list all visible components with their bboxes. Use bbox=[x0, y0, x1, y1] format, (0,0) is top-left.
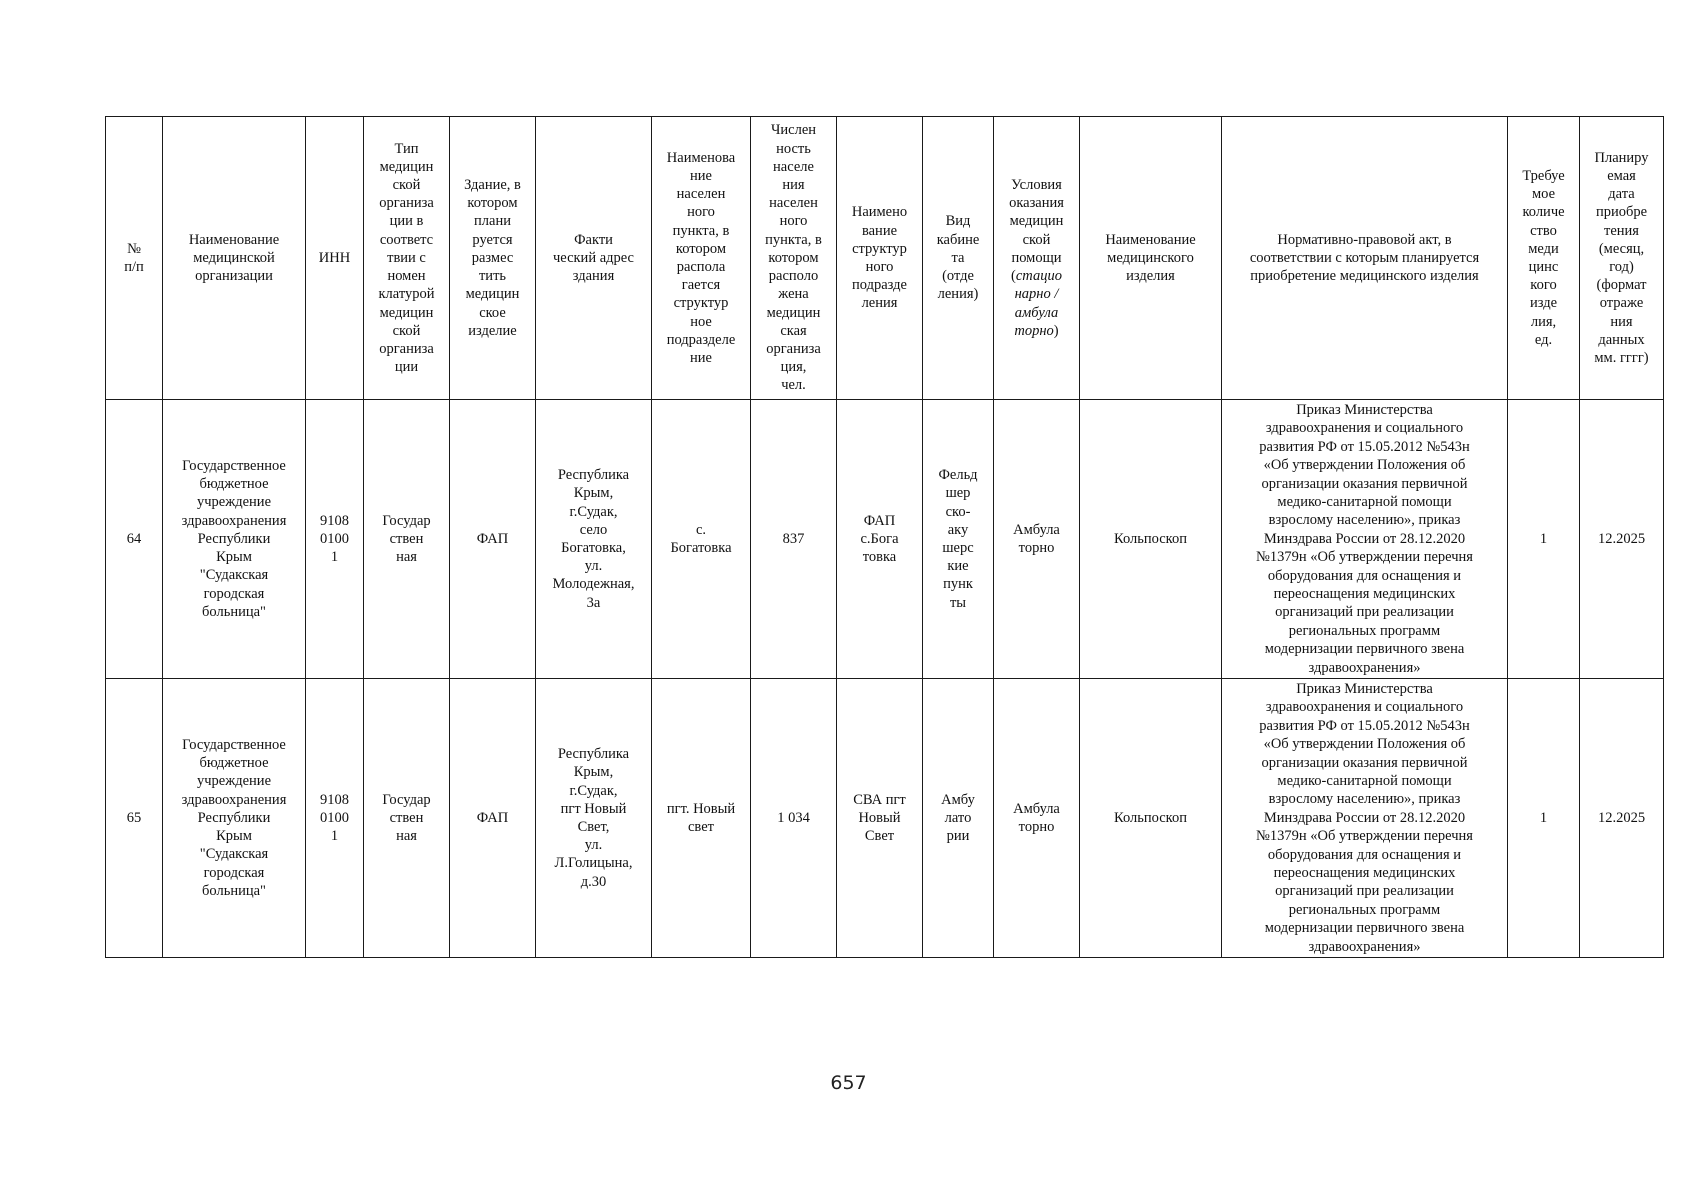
table-row bbox=[106, 400, 1664, 679]
col-header-qty: Требуе мое количе ство меди цинс кого изде лия, ед. bbox=[1508, 117, 1580, 400]
col-header-device: Наименование медицинского изделия bbox=[1080, 117, 1222, 400]
page-number: 657 bbox=[830, 1072, 867, 1094]
cell-inn: 9108 0100 1 bbox=[306, 400, 364, 679]
cell-num: 64 bbox=[106, 400, 163, 679]
cell-inn: 9108 0100 1 bbox=[306, 679, 364, 958]
cell-conditions: Амбула торно bbox=[994, 679, 1080, 958]
col-header-settlement: Наименова ние населен ного пункта, в котором распола гается структур ное подразделе ние bbox=[652, 117, 751, 400]
cell-device: Кольпоскоп bbox=[1080, 679, 1222, 958]
cell-room: Фельд шер ско- аку шерс кие пунк ты bbox=[923, 400, 994, 679]
table-row bbox=[106, 679, 1664, 958]
col-header-population: Числен ность населе ния населен ного пункта, в котором располо жена медицин ская организа ция, чел. bbox=[751, 117, 837, 400]
col-header-act: Нормативно-правовой акт, в соответствии с которым планируется приобретение медицинского изделия bbox=[1222, 117, 1508, 400]
cell-settlement: пгт. Новый свет bbox=[652, 679, 751, 958]
col-header-org-name: Наименование медицинской организации bbox=[163, 117, 306, 400]
cell-device: Кольпоскоп bbox=[1080, 400, 1222, 679]
cell-org-name: Государственное бюджетное учреждение здравоохранения Республики Крым "Судакская городская больница" bbox=[163, 400, 306, 679]
cell-org-type: Государ ствен ная bbox=[364, 679, 450, 958]
col-header-inn: ИНН bbox=[306, 117, 364, 400]
col-header-room: Вид кабине та (отде ления) bbox=[923, 117, 994, 400]
cell-address: Республика Крым, г.Судак, пгт Новый Свет, ул. Л.Голицына, д.30 bbox=[536, 679, 652, 958]
col-header-unit: Наимено вание структур ного подразде ления bbox=[837, 117, 923, 400]
cell-address: Республика Крым, г.Судак, село Богатовка, ул. Молодежная, 3а bbox=[536, 400, 652, 679]
cell-act: Приказ Министерства здравоохранения и социального развития РФ от 15.05.2012 №543н «Об утверждении Положения об организации оказания первичной медико-санитарной помощи взрослому населению», приказ Минздрава России от 28.12.2020 №1379н «Об утверждении перечня оборудования для оснащения и переоснащения медицинских организаций при реализации региональных программ модернизации первичного звена здравоохранения» bbox=[1222, 679, 1508, 958]
cell-room: Амбу лато рии bbox=[923, 679, 994, 958]
table-header-row bbox=[106, 117, 1664, 400]
cell-qty: 1 bbox=[1508, 679, 1580, 958]
cell-date: 12.2025 bbox=[1580, 400, 1664, 679]
cell-building: ФАП bbox=[450, 679, 536, 958]
col-header-org-type: Тип медицин ской организа ции в соответс твии с номен клатурой медицин ской организа ции bbox=[364, 117, 450, 400]
cell-population: 1 034 bbox=[751, 679, 837, 958]
cell-building: ФАП bbox=[450, 400, 536, 679]
col-header-num: № п/п bbox=[106, 117, 163, 400]
cell-settlement: с. Богатовка bbox=[652, 400, 751, 679]
cell-date: 12.2025 bbox=[1580, 679, 1664, 958]
cell-unit: СВА пгт Новый Свет bbox=[837, 679, 923, 958]
cell-qty: 1 bbox=[1508, 400, 1580, 679]
cell-org-type: Государ ствен ная bbox=[364, 400, 450, 679]
cell-unit: ФАП с.Бога товка bbox=[837, 400, 923, 679]
col-header-conditions: Условия оказания медицин ской помощи (стацио нарно / амбула торно) bbox=[994, 117, 1080, 400]
col-header-address: Факти ческий адрес здания bbox=[536, 117, 652, 400]
col-header-building: Здание, в котором плани руется размес тить медицин ское изделие bbox=[450, 117, 536, 400]
cell-conditions: Амбула торно bbox=[994, 400, 1080, 679]
cell-num: 65 bbox=[106, 679, 163, 958]
medical-equipment-table bbox=[105, 116, 1664, 958]
cell-org-name: Государственное бюджетное учреждение здравоохранения Республики Крым "Судакская городская больница" bbox=[163, 679, 306, 958]
col-header-date: Планиру емая дата приобре тения (месяц, год) (формат отраже ния данных мм. гггг) bbox=[1580, 117, 1664, 400]
cell-act: Приказ Министерства здравоохранения и социального развития РФ от 15.05.2012 №543н «Об утверждении Положения об организации оказания первичной медико-санитарной помощи взрослому населению», приказ Минздрава России от 28.12.2020 №1379н «Об утверждении перечня оборудования для оснащения и переоснащения медицинских организаций при реализации региональных программ модернизации первичного звена здравоохранения» bbox=[1222, 400, 1508, 679]
cell-population: 837 bbox=[751, 400, 837, 679]
